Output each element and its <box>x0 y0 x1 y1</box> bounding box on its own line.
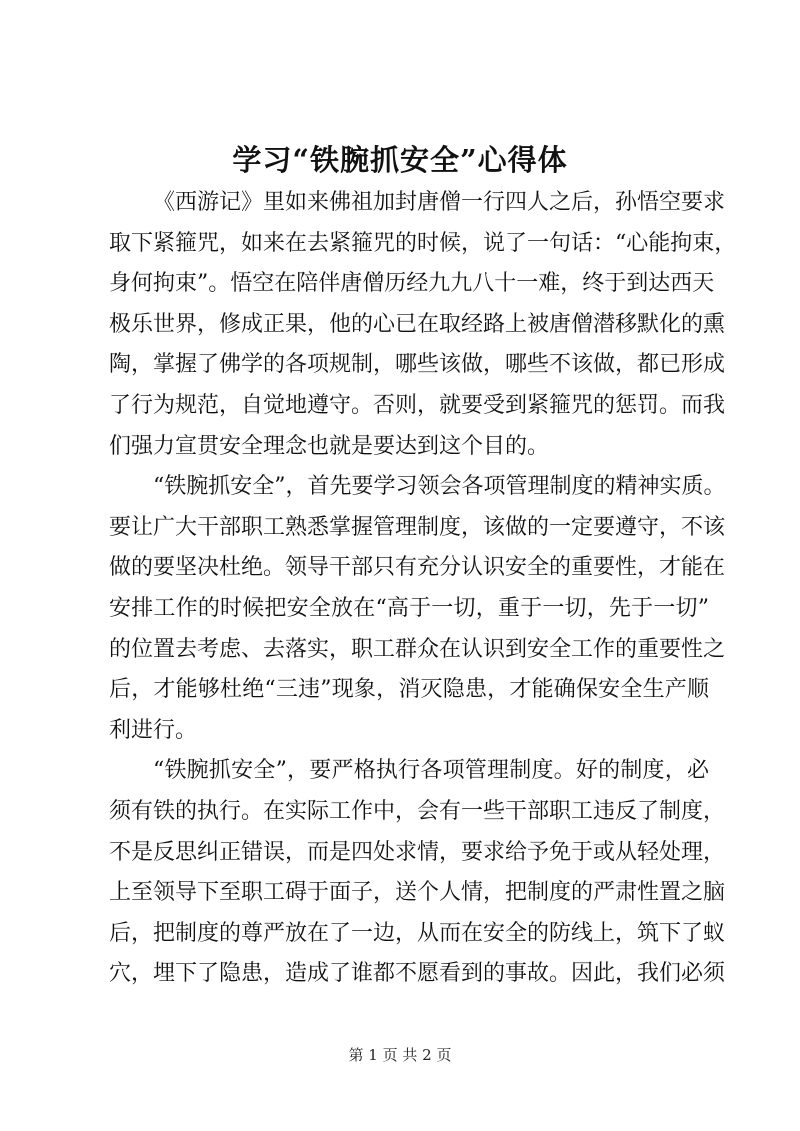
text-line: 上至领导下至职工碍于面子，送个人情，把制度的严肃性置之脑 <box>109 880 726 906</box>
text-line: 陶，掌握了佛学的各项规制，哪些该做，哪些不该做，都已形成 <box>109 352 726 378</box>
text-line: 穴，埋下了隐患，造成了谁都不愿看到的事故。因此，我们必须 <box>109 961 726 987</box>
text-line: 安排工作的时候把安全放在“高于一切，重于一切，先于一切” <box>109 595 709 621</box>
text-line: 后，才能够杜绝“三违”现象，消灭隐患，才能确保安全生产顺 <box>109 677 709 703</box>
text-line: 后，把制度的尊严放在了一边，从而在安全的防线上，筑下了蚁 <box>109 920 726 946</box>
text-line: 不是反思纠正错误，而是四处求情，要求给予免于或从轻处理， <box>109 839 726 865</box>
text-line: 极乐世界，修成正果，他的心已在取经路上被唐僧潜移默化的熏 <box>109 311 726 337</box>
text-line: 取下紧箍咒，如来在去紧箍咒的时候，说了一句话：“心能拘束， <box>109 230 737 256</box>
text-line: 了行为规范，自觉地遵守。否则，就要受到紧箍咒的惩罚。而我 <box>109 392 726 418</box>
text-line: 要让广大干部职工熟悉掌握管理制度，该做的一定要遵守，不该 <box>109 514 726 540</box>
text-line: “铁腕抓安全”，要严格执行各项管理制度。好的制度，必 <box>153 758 709 784</box>
paragraph <box>109 467 726 751</box>
document-title: 学习“铁腕抓安全”心得体 <box>232 143 568 177</box>
document-body <box>109 183 737 995</box>
text-line: 的位置去考虑、去落实，职工群众在认识到安全工作的重要性之 <box>109 636 726 662</box>
paragraph <box>109 751 726 995</box>
text-line: 做的要坚决杜绝。领导干部只有充分认识安全的重要性，才能在 <box>109 555 726 581</box>
text-line: 身何拘束”。悟空在陪伴唐僧历经九九八十一难，终于到达西天 <box>109 271 715 297</box>
text-line: “铁腕抓安全”，首先要学习领会各项管理制度的精神实质。 <box>153 474 726 500</box>
page-footer: 第 1 页 共 2 页 <box>348 1046 452 1064</box>
text-line: 须有铁的执行。在实际工作中，会有一些干部职工违反了制度， <box>109 798 726 824</box>
text-line: 利进行。 <box>109 717 198 743</box>
paragraph <box>109 183 737 467</box>
text-line: 们强力宣贯安全理念也就是要达到这个目的。 <box>109 433 550 459</box>
text-line: 《西游记》里如来佛祖加封唐僧一行四人之后，孙悟空要求 <box>153 190 726 215</box>
